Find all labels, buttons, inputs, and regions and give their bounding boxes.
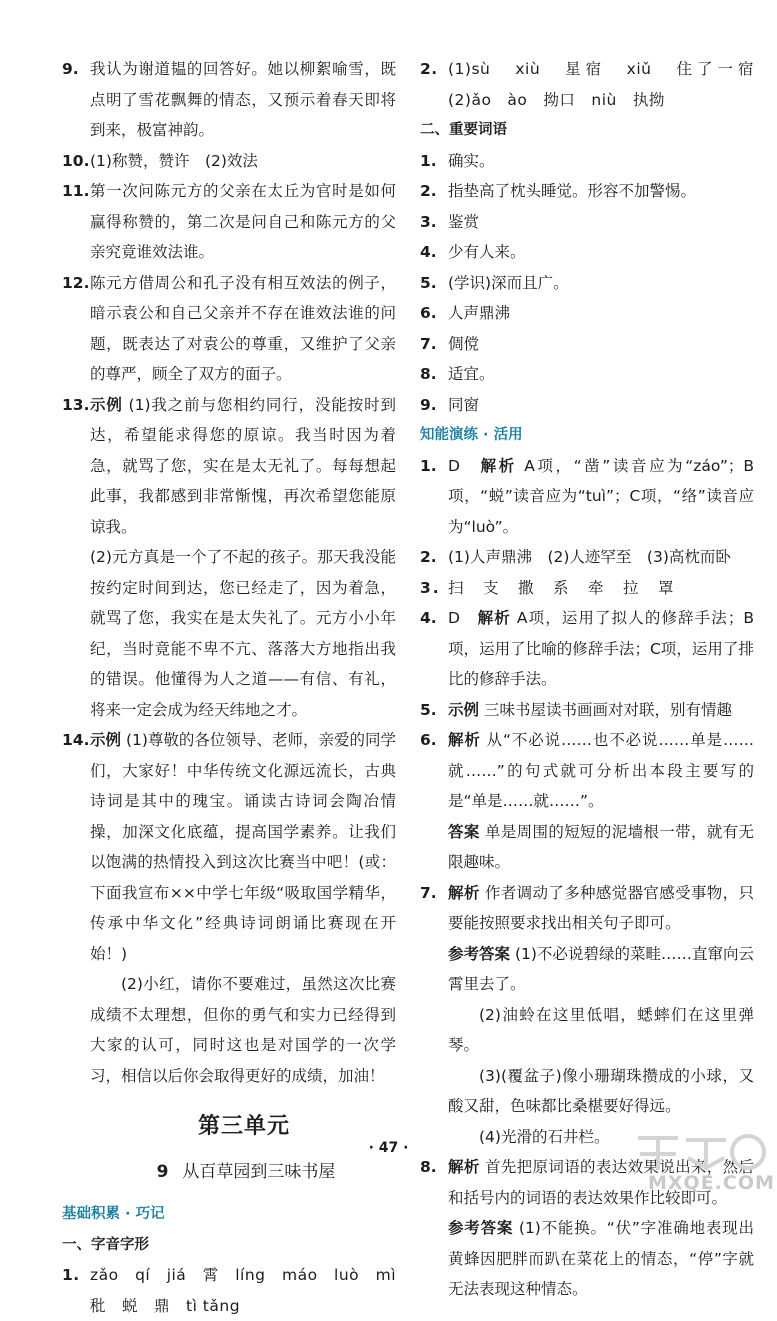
analysis-label: 解析 — [448, 731, 481, 749]
answer-11: 11. 第一次问陈元方的父亲在太丘为官时是如何赢得称赞的，第二次是问自己和陈元方的父亲究竟谁效法谁。 — [62, 182, 396, 261]
exercise-7-answer-3: (3)(覆盆子)像小珊瑚珠攒成的小球，又酸又甜，色味都比桑椹要好得远。 — [448, 1066, 754, 1115]
exercise-7-answer-4: (4)光滑的石井栏。 — [479, 1127, 610, 1146]
answer-14-part2: (2)小红，请你不要难过，虽然这次比赛成绩不太理想，但你的勇气和实力已经得到大家的认可，同时这也是对国学的一次学习，相信以后你会取得更好的成绩，加油！ — [90, 975, 396, 1085]
left-column — [62, 54, 413, 1321]
exercise-3: 3. 扫 支 撒 系 牵 拉 罩 — [420, 578, 676, 597]
exercise-8: 8. 解析 首先把原词语的表达效果说出来，然后和括号内的词语的表达效果作比较即可。 — [420, 1158, 754, 1207]
exercise-1: 1. D 解析 A项，“凿”读音应为“záo”；B项，“蜕”读音应为“tuì”；C项，“络”读音应为“luò”。 — [420, 456, 754, 536]
analysis-label: 解析 — [448, 1158, 480, 1176]
reference-answer-label: 参考答案 — [448, 944, 511, 963]
word-item: 2. 指垫高了枕头睡觉。形容不加警惕。 — [420, 182, 697, 200]
answer-2-text: (1)sù xiù 星宿 xiǔ 住了一宿 (2)ǎo ào 拗口 niù 执拗 — [448, 60, 771, 109]
answer-13: 13. 示例 (1)我之前与您相约同行，没能按时到达，希望能求得您的原谅。我当时因为着急，就骂了您，实在是太无礼了。每每想起此事，我都感到非常惭愧，再次希望您能原谅我。 — [62, 395, 396, 536]
answer-9: 9. 我认为谢道韫的回答好。她以柳絮喻雪，既点明了雪花飘舞的情态，又预示着春天即将到来，极富神韵。 — [62, 60, 396, 139]
answer-12: 12. 陈元方借周公和孔子没有相互效法的例子，暗示袁公和自己父亲并不存在谁效法谁的问题，既表达了对袁公的尊重，又维护了父亲的尊严，顾全了双方的面子。 — [62, 273, 396, 383]
word-item: 6. 人声鼎沸 — [420, 304, 511, 322]
watermark-text: MXQE.COM — [648, 1172, 775, 1194]
answer-13-part2: (2)元方真是一个了不起的孩子。那天我没能按约定时间到达，您已经走了，因为着急，就骂了您，我实在是太失礼了。元方小小年纪，当时竟能不卑不亢、落落大方地指出我的错误。他懂得为人之道——有信、有礼，将来一定会成为经天纬地之才。 — [90, 548, 396, 719]
word-item: 5. (学识)深而且广。 — [420, 273, 569, 292]
answer-label: 答案 — [448, 822, 480, 841]
page-number: · 47 · — [368, 1140, 409, 1156]
exercise-6: 6. 解析 从“不必说……也不必说……单是……就……”的句式就可分析出本段主要写的是“单是……就……”。 — [420, 731, 754, 810]
word-item: 8. 适宜。 — [420, 365, 495, 383]
section-basic: 基础积累 · 巧记 — [62, 1206, 165, 1222]
word-item: 1. 确实。 — [420, 151, 495, 170]
right-column — [420, 54, 771, 1305]
lesson-name: 从百草园到三味书屋 — [182, 1162, 336, 1182]
word-item: 3. 鉴赏 — [420, 212, 480, 231]
reference-answer-label: 参考答案 — [448, 1219, 514, 1237]
answer-10-text: (1)称赞，赞许 (2)效法 — [90, 151, 258, 170]
answer-10: 10. (1)称赞，赞许 (2)效法 — [62, 151, 258, 170]
exercise-7: 7. 解析 作者调动了多种感觉器官感受事物，只要能按照要求找出相关句子即可。 — [420, 883, 754, 932]
analysis-label: 解析 — [448, 883, 480, 902]
answer-13-part1: (1)我之前与您相约同行，没能按时到达，希望能求得您的原谅。我当时因为着急，就骂了您，实在是太无礼了。每每想起此事，我都感到非常惭愧，再次希望您能原谅我。 — [90, 395, 396, 536]
answer-12-text: 陈元方借周公和孔子没有相互效法的例子，暗示袁公和自己父亲并不存在谁效法谁的问题，既表达了对袁公的尊重，又维护了父亲的尊严，顾全了双方的面子。 — [90, 273, 396, 383]
exercise-6-answer: 答案 单是周围的短短的泥墙根一带，就有无限趣味。 — [448, 822, 754, 871]
exercise-7-answer-2: (2)油蛉在这里低唱，蟋蟀们在这里弹琴。 — [448, 1005, 754, 1054]
subsection-pronunciation: 一、字音字形 — [62, 1236, 149, 1253]
analysis-label: 解析 — [477, 609, 511, 627]
lesson-title — [62, 1157, 396, 1187]
exercise-7-answer: 参考答案 (1)不必说碧绿的菜畦……直窜向云霄里去了。 — [448, 944, 754, 993]
answer-9-text: 我认为谢道韫的回答好。她以柳絮喻雪，既点明了雪花飘舞的情态，又预示着春天即将到来，极富神韵。 — [90, 60, 396, 139]
exercise-8-answer: 参考答案 (1)不能换。“伏”字准确地表现出黄蜂因肥胖而趴在菜花上的情态，“停”字就无法表现这种情态。 — [448, 1219, 754, 1298]
section-skill: 知能演练 · 活用 — [420, 427, 523, 443]
answer-2-pinyin: 2. (1)sù xiù 星宿 xiǔ 住了一宿 (2)ǎo ào 拗口 niù 执拗 — [420, 60, 771, 109]
exercise-2: 2. (1)人声鼎沸 (2)人迹罕至 (3)高枕而卧 — [420, 548, 731, 566]
subsection-vocabulary: 二、重要词语 — [420, 122, 507, 138]
lesson-number: 9 — [156, 1162, 169, 1182]
word-item: 7. 倜傥 — [420, 334, 480, 353]
answer-14-part1: (1)尊敬的各位领导、老师，亲爱的同学们，大家好！中华传统文化源远流长，古典诗词是其中的瑰宝。诵读古诗词会陶冶情操，加深文化底蕴，提高国学素养。让我们以饱满的热情投入到这次比赛当中吧！(或：下面我宣布××中学七年级“吸取国学精华，传承中华文化”经典诗词朗诵比赛现在开始！) — [90, 731, 396, 963]
answer-11-text: 第一次问陈元方的父亲在太丘为官时是如何赢得称赞的，第二次是问自己和陈元方的父亲究竟谁效法谁。 — [90, 182, 396, 261]
exercise-4: 4. D 解析 A项，运用了拟人的修辞手法；B项，运用了比喻的修辞手法；C项，运用了排比的修辞手法。 — [420, 609, 754, 688]
answer-1-text: zǎo qí jiá 霄 líng máo luò mì 秕 蜕 鼎 tì tǎng — [90, 1266, 413, 1315]
exercise-5: 5. 示例 三味书屋读书画画对对联，别有情趣 — [420, 700, 732, 719]
word-item: 4. 少有人来。 — [420, 243, 526, 261]
answer-1-pinyin: 1. zǎo qí jiá 霄 líng máo luò mì 秕 蜕 鼎 tì tǎng — [62, 1266, 413, 1315]
analysis-label: 解析 — [480, 456, 517, 475]
example-label: 示例 — [448, 700, 480, 719]
unit-title: 第三单元 — [197, 1114, 290, 1139]
example-label: 示例 — [90, 731, 122, 749]
example-label: 示例 — [90, 395, 123, 414]
word-item: 9. 同窗 — [420, 395, 480, 414]
answer-14: 14. 示例 (1)尊敬的各位领导、老师，亲爱的同学们，大家好！中华传统文化源远流长，古典诗词是其中的瑰宝。诵读古诗词会陶冶情操，加深文化底蕴，提高国学素养。让我们以饱满的热情投入到这次比赛当中吧！(或：下面我宣布××中学七年级“吸取国学精华，传承中华文化”经典诗词朗诵比赛现在开始！) — [62, 731, 396, 963]
